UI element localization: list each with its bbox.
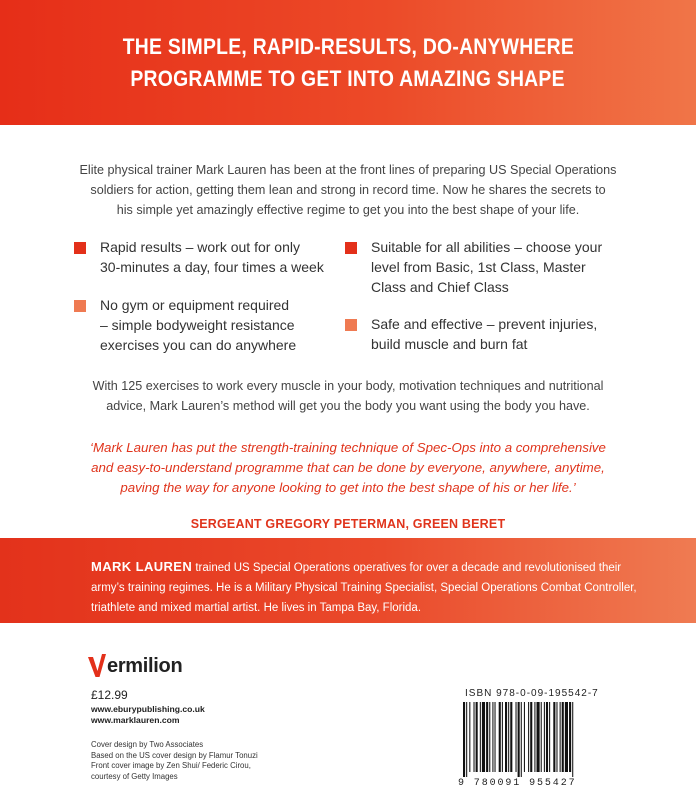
intro-line: Elite physical trainer Mark Lauren has been at the front lines of preparing US Special Operations [79,163,617,177]
barcode-icon [462,702,620,777]
paragraph-line: With 125 exercises to work every muscle in your body, motivation techniques and nutritional [92,379,604,393]
quote-line: and easy-to-understand programme that can be done by everyone, anywhere, anytime, [91,460,605,475]
bullet-line: 30-minutes a day, four times a week [100,259,324,275]
quote-line: ‘Mark Lauren has put the strength-training technique of Spec-Ops into a comprehensive [90,440,606,455]
exercises-paragraph [0,376,696,416]
barcode-bar [505,702,507,772]
barcode-bar [530,702,532,772]
barcode-digits: 9 780091 955427 [458,778,577,789]
barcode-bar [562,702,564,772]
headline-banner [0,0,696,125]
barcode-bar [518,702,520,777]
barcode-bar [537,702,540,772]
author-bio [91,557,691,618]
bullet-no-gym [74,295,296,355]
barcode-bar [510,702,512,772]
barcode-bar [524,702,525,772]
quote-author: SERGEANT GREGORY PETERMAN, GREEN BERET [190,517,506,531]
barcode-bar [476,702,478,772]
price: £12.99 [91,688,128,702]
bullet-line: Rapid results – work out for only [100,239,300,255]
barcode-bar [541,702,542,772]
barcode-bar [469,702,470,772]
barcode-bar [569,702,571,772]
barcode-bar [463,702,465,777]
url-text: www.marklauren.com [91,715,180,725]
barcode-bar [486,702,488,772]
bullet-square-icon [74,242,86,254]
barcode-bar [572,702,573,777]
bullet-square-icon [345,319,357,331]
barcode-bar [528,702,529,772]
vermilion-v-logo-icon [88,654,106,678]
bullet-square-icon [74,300,86,312]
bullet-line: – simple bodyweight resistance [100,317,295,333]
barcode-bar [521,702,522,777]
barcode-bar [482,702,485,772]
barcode-bar [546,702,548,772]
publisher-logo-text: ermilion [107,654,183,677]
bullet-rapid-results [74,237,324,277]
barcode-bar [474,702,475,772]
paragraph-line: advice, Mark Lauren’s method will get you the body you want using the body you have. [106,399,590,413]
author-name: MARK LAUREN [91,559,193,574]
publisher-urls [91,704,205,726]
bullet-line: build muscle and burn fat [371,336,528,352]
barcode-bar [492,702,493,772]
headline-line-1: THE SIMPLE, RAPID-RESULTS, DO-ANYWHERE [122,33,574,59]
barcode-bar [560,702,561,772]
bullet-line: Class and Chief Class [371,279,509,295]
barcode-bar [516,702,517,772]
headline-line-2: PROGRAMME TO GET INTO AMAZING SHAPE [130,65,566,91]
url-text: www.eburypublishing.co.uk [91,704,205,714]
barcode-bar [534,702,535,772]
barcode-bar [489,702,490,772]
bio-text: triathlete and mixed martial artist. He lives in Tampa Bay, Florida. [91,602,422,614]
barcode-bar [565,702,568,772]
cover-credits [91,740,258,782]
barcode-bar [549,702,550,772]
bullet-line: exercises you can do anywhere [100,337,297,353]
bio-text: army’s training regimes. He is a Military Physical Training Specialist, Special Operations Combat Controller, [91,582,637,594]
bullet-line: Suitable for all abilities – choose your [371,239,603,255]
barcode-bar [495,702,496,772]
barcode-bar [466,702,467,777]
credit-line: Front cover image by Zen Shui/ Federic Cirou, [91,761,251,770]
credit-line: Cover design by Two Associates [91,740,204,749]
credit-line: courtesy of Getty Images [91,771,178,781]
intro-paragraph [0,160,696,220]
barcode-bar [499,702,501,772]
barcode-bar [556,702,557,772]
publisher-logo [88,652,182,680]
credit-line: Based on the US cover design by Flamur Tonuzi [91,750,258,760]
bullet-square-icon [345,242,357,254]
intro-line: his simple yet amazingly effective regime to get you into the best shape of your life. [116,203,580,217]
barcode-bar [502,702,503,772]
barcode-bar [508,702,509,772]
bullet-line: No gym or equipment required [100,297,290,313]
bullet-line: level from Basic, 1st Class, Master [371,259,586,275]
bio-text: trained US Special Operations operatives for over a decade and revolutionised their [192,562,622,574]
bullet-all-abilities [345,237,602,297]
bullet-safe-effective [345,314,597,354]
endorsement-quote [0,438,696,498]
barcode-bar [544,702,545,772]
bullet-line: Safe and effective – prevent injuries, [371,316,598,332]
quote-line: paving the way for anyone looking to get into the best shape of his or her life.’ [120,480,576,495]
barcode-bar [553,702,555,772]
barcode-bar [480,702,481,772]
intro-line: soldiers for action, getting them lean and strong in record time. Now he shares the secrets to [90,183,606,197]
isbn-label: ISBN 978-0-09-195542-7 [465,688,599,699]
